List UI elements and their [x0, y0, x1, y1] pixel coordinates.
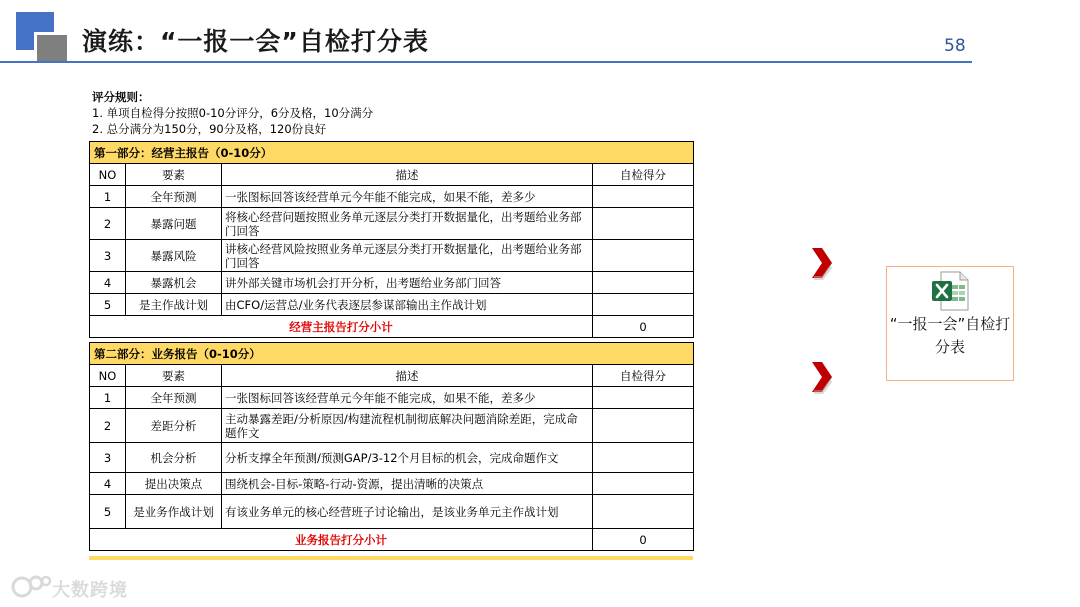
- row-desc: 由CFO/运营总/业务代表逐层参谋部输出主作战计划: [222, 294, 593, 316]
- attachment-label-line: “一报一会”自检打: [889, 315, 1011, 333]
- part2-subtotal-label: 业务报告打分小计: [90, 529, 593, 551]
- row-desc: 讲核心经营风险按照业务单元逐层分类打开数据量化，出考题给业务部门回答: [222, 240, 593, 272]
- part1-subtotal-row: [90, 316, 694, 338]
- col-desc-header: 描述: [222, 365, 593, 387]
- row-item: 暴露问题: [126, 208, 222, 240]
- part2-section-header: [90, 343, 694, 365]
- part2-subtotal-row: [90, 529, 694, 551]
- table-row: [90, 473, 694, 495]
- rules-title: 评分规则：: [92, 90, 150, 104]
- slide-title: 演练：“一报一会”自检打分表: [82, 27, 429, 56]
- row-desc: 主动暴露差距/分析原因/构建流程机制彻底解决问题消除差距，完成命题作文: [222, 409, 593, 443]
- chevron-right-icon: [808, 246, 834, 280]
- attachment-label-line: 分表: [934, 338, 965, 356]
- score-cell[interactable]: [593, 495, 694, 529]
- col-item-header: 要素: [126, 164, 222, 186]
- part1-column-headers: [90, 164, 694, 186]
- table-row: [90, 409, 694, 443]
- score-cell[interactable]: [593, 240, 694, 272]
- row-item: 全年预测: [126, 387, 222, 409]
- row-item: 提出决策点: [126, 473, 222, 495]
- table-row: [90, 495, 694, 529]
- row-item: 暴露机会: [126, 272, 222, 294]
- table-row: [90, 208, 694, 240]
- row-desc: 一张图标回答该经营单元今年能不能完成，如果不能，差多少: [222, 186, 593, 208]
- table-row: [90, 186, 694, 208]
- table-row: [90, 272, 694, 294]
- row-no: 3: [90, 443, 126, 473]
- row-no: 1: [90, 186, 126, 208]
- row-item: 机会分析: [126, 443, 222, 473]
- row-no: 1: [90, 387, 126, 409]
- excel-attachment[interactable]: [886, 266, 1014, 381]
- row-no: 5: [90, 294, 126, 316]
- row-no: 3: [90, 240, 126, 272]
- part2-subtotal-value[interactable]: 0: [593, 529, 694, 551]
- col-no-header: NO: [90, 365, 126, 387]
- sheet-bottom-strip: [89, 556, 693, 560]
- score-cell[interactable]: [593, 208, 694, 240]
- excel-file-icon: [931, 271, 969, 311]
- part2-title: 第二部分：业务报告（0-10分）: [90, 343, 694, 365]
- table-row: [90, 240, 694, 272]
- part1-section-header: [90, 142, 694, 164]
- row-no: 4: [90, 473, 126, 495]
- rules-line: 2. 总分满分为150分，90分及格，120份良好: [92, 122, 327, 136]
- part1-table: [89, 141, 694, 338]
- title-divider: [0, 61, 972, 63]
- rules-line: 1. 单项自检得分按照0-10分评分，6分及格，10分满分: [92, 106, 374, 120]
- part2-table: [89, 342, 694, 551]
- row-item: 全年预测: [126, 186, 222, 208]
- row-desc: 一张图标回答该经营单元今年能不能完成，如果不能，差多少: [222, 387, 593, 409]
- score-cell[interactable]: [593, 294, 694, 316]
- row-item: 暴露风险: [126, 240, 222, 272]
- table-row: [90, 443, 694, 473]
- row-desc: 讲外部关键市场机会打开分析，出考题给业务部门回答: [222, 272, 593, 294]
- table-row: [90, 294, 694, 316]
- row-item: 差距分析: [126, 409, 222, 443]
- score-cell[interactable]: [593, 443, 694, 473]
- part1-subtotal-value[interactable]: 0: [593, 316, 694, 338]
- score-cell[interactable]: [593, 473, 694, 495]
- part2-column-headers: [90, 365, 694, 387]
- part1-title: 第一部分：经营主报告（0-10分）: [90, 142, 694, 164]
- row-item: 是主作战计划: [126, 294, 222, 316]
- col-item-header: 要素: [126, 365, 222, 387]
- chevron-right-icon: [808, 360, 834, 394]
- logo-square-gray: [34, 32, 67, 61]
- col-no-header: NO: [90, 164, 126, 186]
- row-desc: 将核心经营问题按照业务单元逐层分类打开数据量化，出考题给业务部门回答: [222, 208, 593, 240]
- row-desc: 围绕机会-目标-策略-行动-资源，提出清晰的决策点: [222, 473, 593, 495]
- row-desc: 分析支撑全年预测/预测GAP/3-12个月目标的机会，完成命题作文: [222, 443, 593, 473]
- part1-subtotal-label: 经营主报告打分小计: [90, 316, 593, 338]
- scoring-rules: [92, 89, 373, 137]
- score-cell[interactable]: [593, 186, 694, 208]
- row-item: 是业务作战计划: [126, 495, 222, 529]
- attachment-label: [887, 313, 1013, 359]
- score-cell[interactable]: [593, 387, 694, 409]
- row-no: 2: [90, 409, 126, 443]
- score-cell[interactable]: [593, 272, 694, 294]
- watermark-text: 大数跨境: [52, 580, 128, 601]
- row-no: 2: [90, 208, 126, 240]
- page-number: 58: [944, 36, 966, 56]
- col-score-header: 自检得分: [593, 365, 694, 387]
- score-cell[interactable]: [593, 409, 694, 443]
- row-no: 5: [90, 495, 126, 529]
- row-no: 4: [90, 272, 126, 294]
- col-desc-header: 描述: [222, 164, 593, 186]
- col-score-header: 自检得分: [593, 164, 694, 186]
- table-row: [90, 387, 694, 409]
- row-desc: 有该业务单元的核心经营班子讨论输出，是该业务单元主作战计划: [222, 495, 593, 529]
